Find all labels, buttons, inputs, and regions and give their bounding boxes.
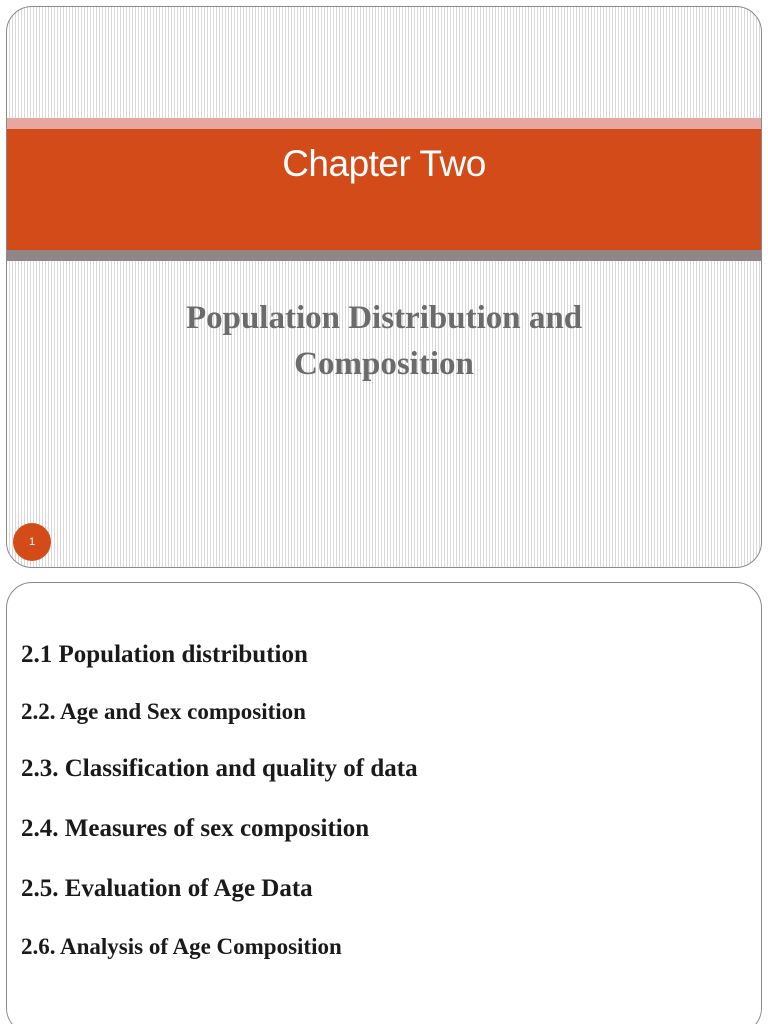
contents-item: 2.3. Classification and quality of data: [21, 755, 418, 782]
chapter-title: Chapter Two: [282, 143, 486, 184]
title-slide: [6, 6, 762, 568]
chapter-subtitle: Population Distribution and Composition: [185, 300, 583, 382]
contents-item: 2.1 Population distribution: [21, 641, 308, 668]
contents-item: 2.5. Evaluation of Age Data: [21, 875, 313, 902]
contents-item: 2.4. Measures of sex composition: [21, 815, 370, 842]
contents-slide: [6, 582, 762, 1024]
title-bottom-stripe: [7, 250, 761, 261]
contents-item: 2.6. Analysis of Age Composition: [21, 934, 342, 959]
title-top-stripe: [7, 118, 761, 129]
contents-item: 2.2. Age and Sex composition: [21, 699, 306, 724]
slide-number-badge: 1: [13, 523, 51, 561]
